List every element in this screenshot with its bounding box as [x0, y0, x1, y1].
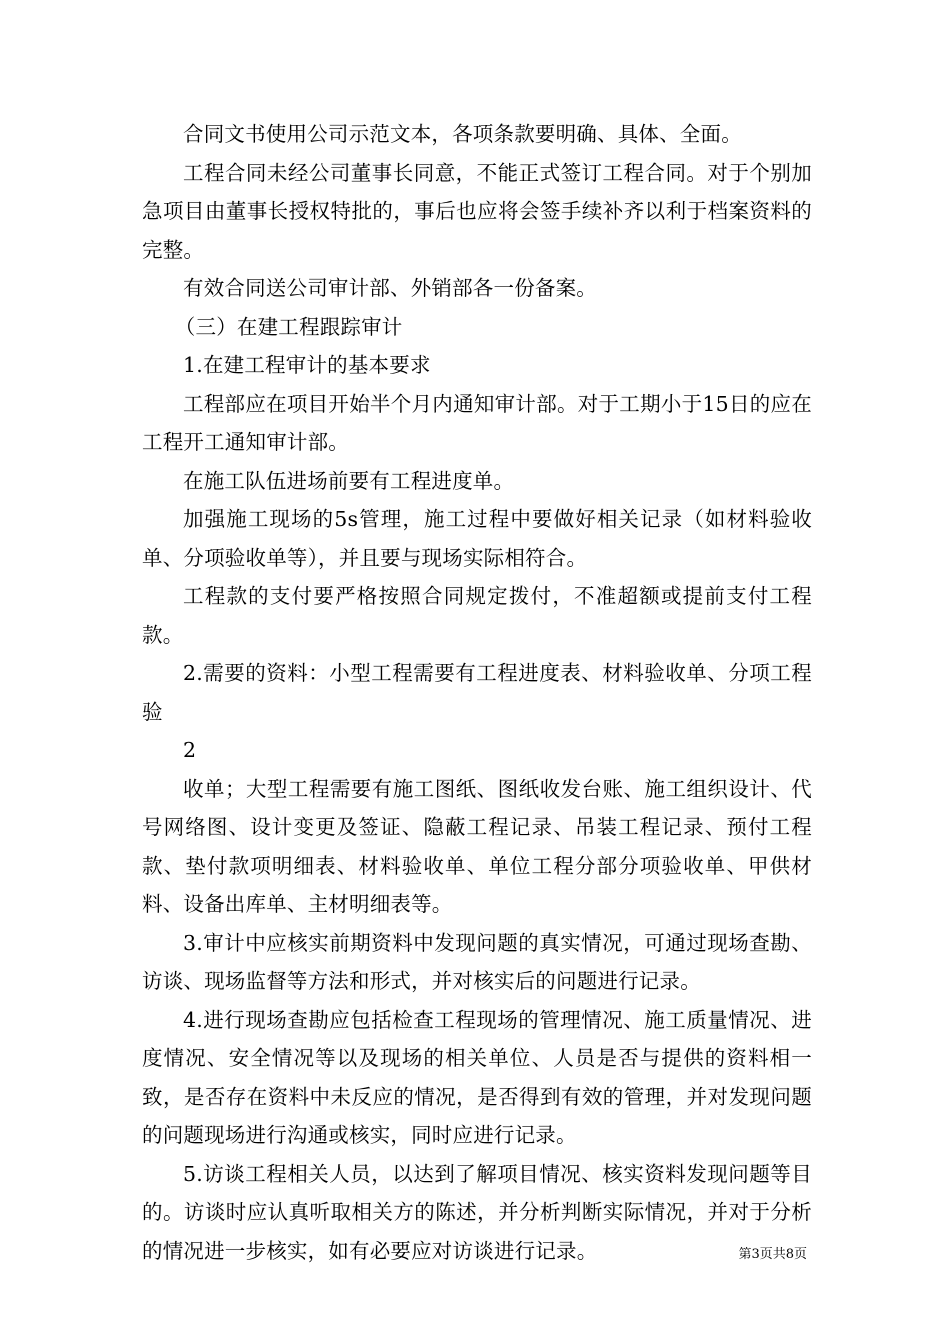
document-body	[142, 115, 812, 1270]
paragraph-interviews: 5.访谈工程相关人员，以达到了解项目情况、核实资料发现问题等目的。访谈时应认真听取相关方的陈述，并分析判断实际情况，并对于分析的情况进一步核实，如有必要应对访谈进行记录。	[142, 1161, 812, 1263]
paragraph-progress-sheet: 在施工队伍进场前要有工程进度单。	[183, 468, 515, 493]
paragraph-verify-issues: 3.审计中应核实前期资料中发现问题的真实情况，可通过现场查勘、访谈、现场监督等方法和形式，并对核实后的问题进行记录。	[142, 930, 812, 993]
paragraph-5s-management: 加强施工现场的5s管理，施工过程中要做好相关记录（如材料验收单、分项验收单等），并且要与现场实际相符合。	[142, 507, 812, 570]
paragraph-site-inspection: 4.进行现场查勘应包括检查工程现场的管理情况、施工质量情况、进度情况、安全情况等以及现场的相关单位、人员是否与提供的资料相一致，是否存在资料中未反应的情况，是否得到有效的管理，并对发现问题的问题现场进行沟通或核实，同时应进行记录。	[142, 1007, 812, 1147]
subheading-basic-requirements: 1.在建工程审计的基本要求	[183, 353, 431, 377]
section-heading-ongoing-audit: （三）在建工程跟踪审计	[174, 314, 403, 339]
paragraph-notify-audit: 工程部应在项目开始半个月内通知审计部。对于工期小于15日的应在工程开工通知审计部。	[142, 391, 812, 454]
paragraph-required-materials: 2.需要的资料：小型工程需要有工程进度表、材料验收单、分项工程验	[142, 661, 812, 724]
paragraph-contract-approval: 工程合同未经公司董事长同意，不能正式签订工程合同。对于个别加急项目由董事长授权特批的，事后也应将会签手续补齐以利于档案资料的完整。	[142, 160, 812, 262]
paragraph-contract-template: 合同文书使用公司示范文本，各项条款要明确、具体、全面。	[183, 122, 742, 146]
paragraph-large-project-materials: 收单；大型工程需要有施工图纸、图纸收发台账、施工组织设计、代号网络图、设计变更及签证、隐蔽工程记录、吊装工程记录、预付工程款、垫付款项明细表、材料验收单、单位工程分部分项验收单、甲供材料、设备出库单、主材明细表等。	[142, 776, 812, 916]
paragraph-payment: 工程款的支付要严格按照合同规定拨付，不准超额或提前支付工程款。	[142, 584, 812, 647]
page-footer: 第3页共8页	[738, 1247, 807, 1262]
inline-page-number: 2	[183, 738, 197, 762]
paragraph-contract-filing: 有效合同送公司审计部、外销部各一份备案。	[183, 276, 597, 300]
